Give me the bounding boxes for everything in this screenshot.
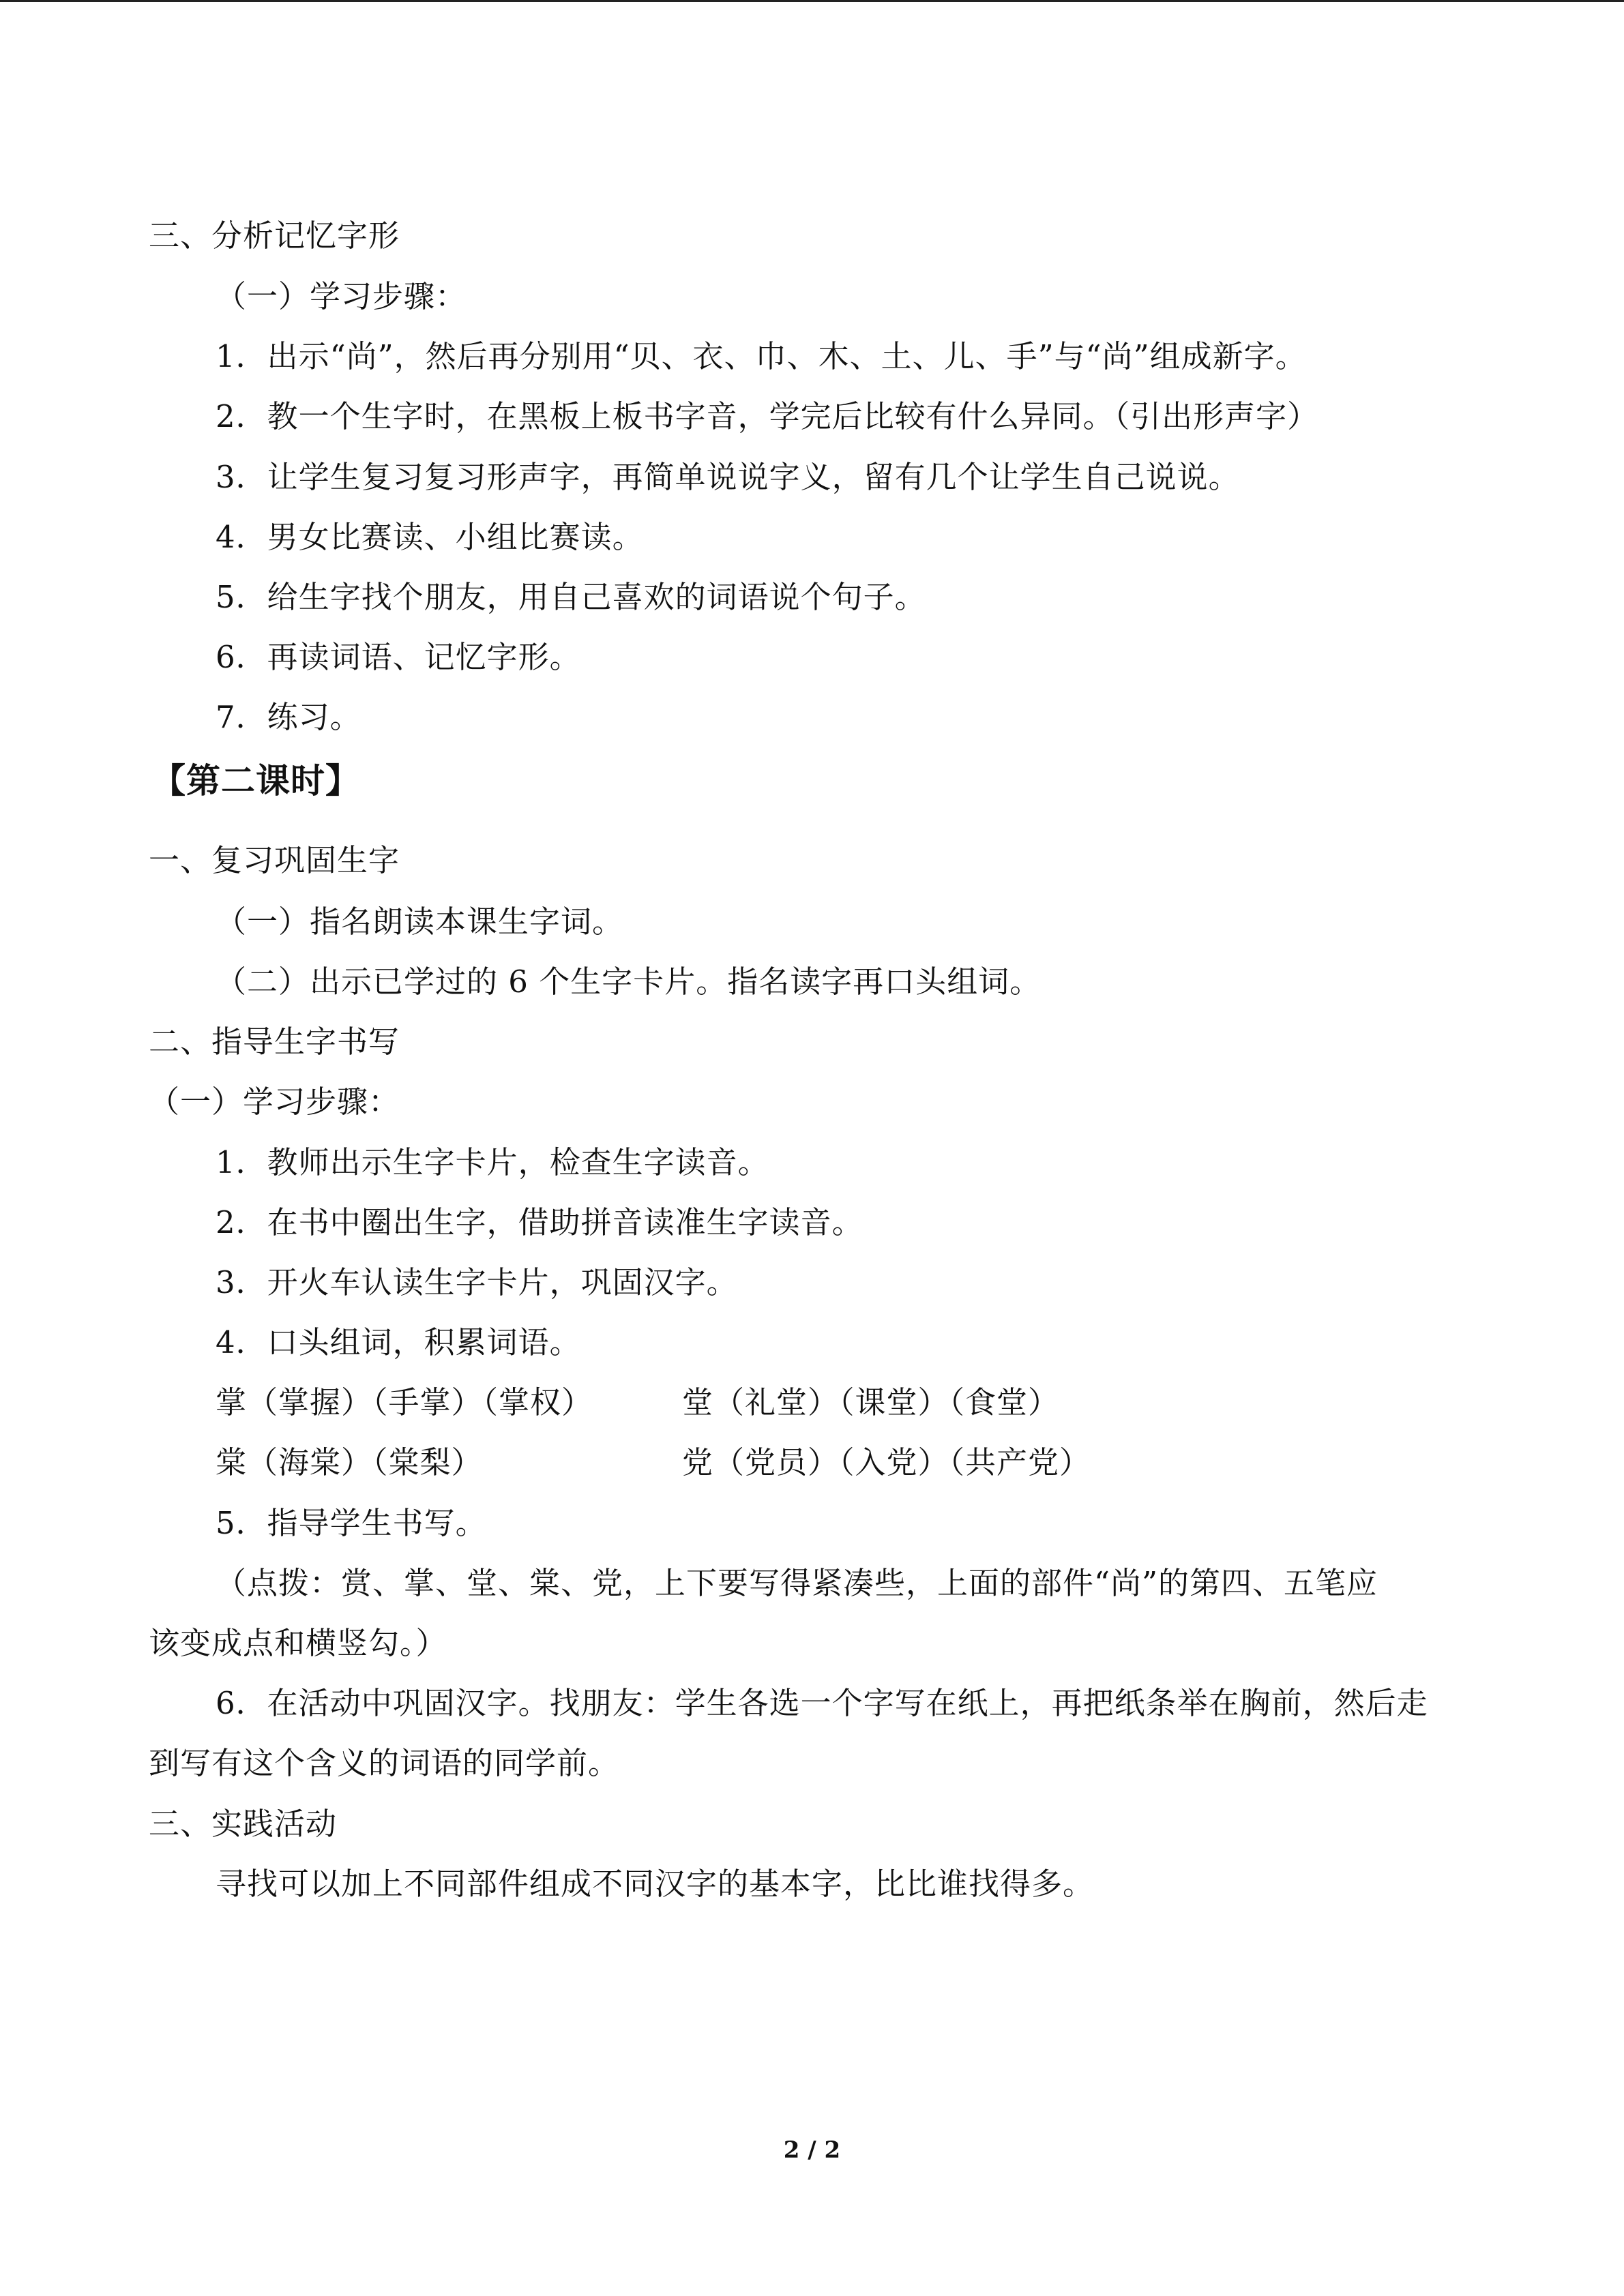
step-item: 5．给生字找个朋友，用自己喜欢的词语说个句子。 [216,579,926,615]
subsection-heading: （一）学习步骤： [149,1084,400,1120]
paragraph: 寻找可以加上不同部件组成不同汉字的基本字，比比谁找得多。 [216,1866,1095,1902]
step-item: 6．在活动中巩固汉字。找朋友：学生各选一个字写在纸上，再把纸条举在胸前，然后走 [216,1685,1428,1721]
lesson-heading: 【第二课时】 [151,761,360,801]
list-item: （一）指名朗读本课生字词。 [216,904,624,940]
list-item: （二）出示已学过的 6 个生字卡片。指名读字再口头组词。 [216,964,1042,1000]
word-group: 棠（海棠）（棠梨） [216,1444,483,1480]
step-item: 6．再读词语、记忆字形。 [216,639,581,675]
subsection-heading: （一）学习步骤： [216,278,467,314]
step-item: 7．练习。 [216,699,361,735]
step-item: 2．在书中圈出生字，借助拼音读准生字读音。 [216,1204,863,1240]
step-item: 5．指导学生书写。 [216,1505,487,1541]
step-item: 2．教一个生字时，在黑板上板书字音，学完后比较有什么异同。（引出形声字） [216,398,1319,434]
page-number: 2 / 2 [783,2136,841,2164]
step-item-continued: 到写有这个含义的词语的同学前。 [149,1745,620,1781]
section-heading: 三、分析记忆字形 [149,218,400,254]
section-heading: 三、实践活动 [149,1806,338,1842]
step-item: 4．口头组词，积累词语。 [216,1324,581,1360]
tip-text-continued: 该变成点和横竖勾。） [149,1625,447,1661]
word-group: 党（党员）（入党）（共产党） [682,1444,1091,1480]
section-heading: 二、指导生字书写 [149,1024,400,1060]
step-item: 3．开火车认读生字卡片，巩固汉字。 [216,1264,738,1300]
tip-text: （点拨：赏、掌、堂、棠、党，上下要写得紧凑些，上面的部件“尚”的第四、五笔应 [216,1565,1378,1601]
step-item: 4．男女比赛读、小组比赛读。 [216,519,644,555]
step-item: 1．出示“尚”，然后再分别用“贝、衣、巾、木、土、儿、手”与“尚”组成新字。 [216,338,1307,374]
step-item: 3．让学生复习复习形声字，再简单说说字义，留有几个让学生自己说说。 [216,459,1240,495]
word-group: 掌（掌握）（手掌）（掌权） [216,1384,593,1420]
section-heading: 一、复习巩固生字 [149,842,400,878]
step-item: 1．教师出示生字卡片，检查生字读音。 [216,1144,769,1180]
word-group: 堂（礼堂）（课堂）（食堂） [682,1384,1060,1420]
